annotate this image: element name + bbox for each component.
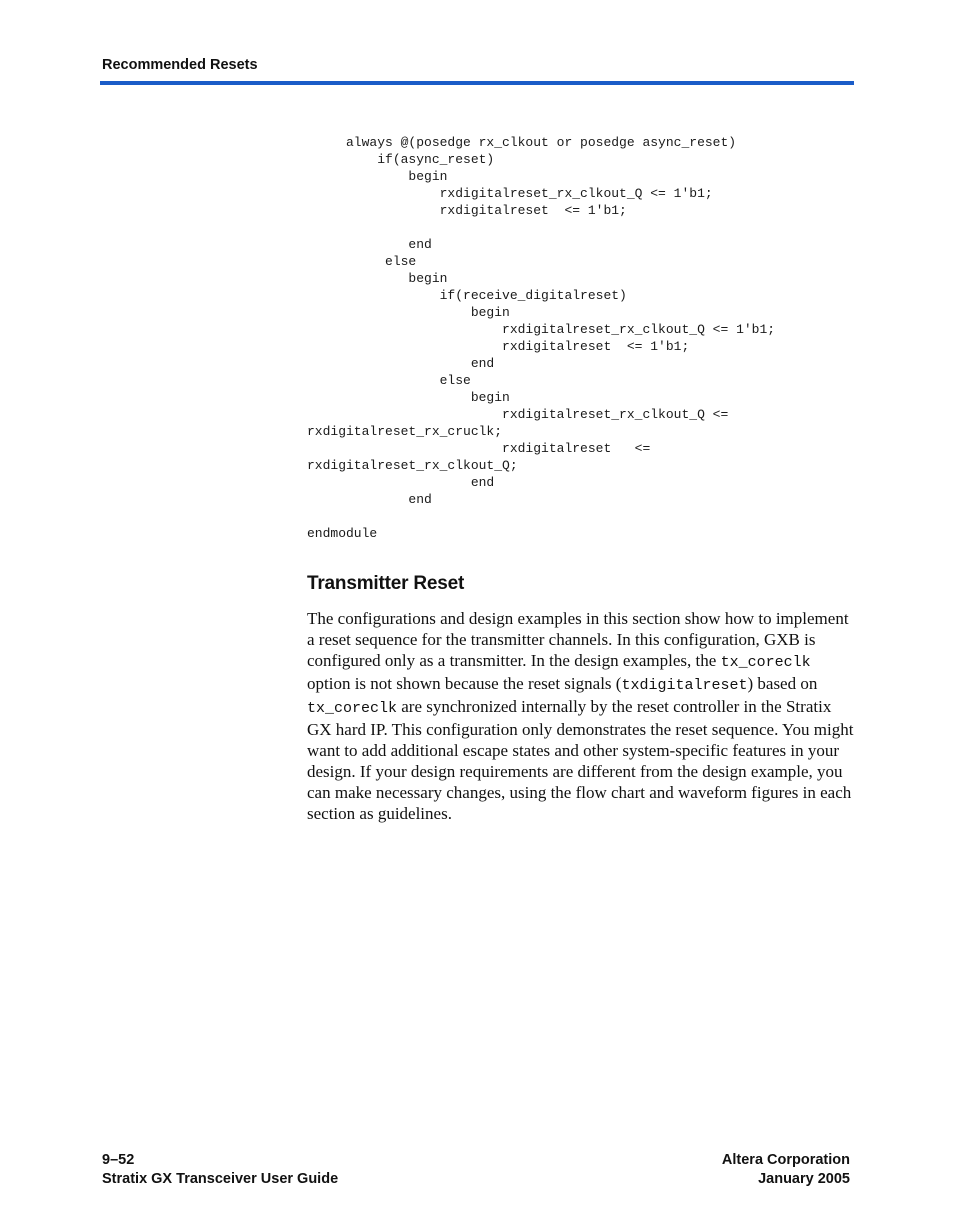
code-line: rxdigitalreset_rx_cruclk;	[307, 424, 503, 439]
para-text-2: option is not shown because the reset signals (	[307, 674, 622, 693]
code-listing	[307, 134, 775, 542]
publication-date: January 2005	[758, 1171, 850, 1187]
code-line: else	[307, 254, 417, 269]
code-line: if(async_reset)	[307, 152, 495, 167]
code-line: end	[307, 356, 495, 371]
code-line: rxdigitalreset_rx_clkout_Q <=	[307, 407, 729, 422]
code-line: else	[307, 373, 471, 388]
footer-left	[102, 1151, 338, 1189]
header-title: Recommended Resets	[102, 57, 258, 73]
footer-right	[722, 1151, 850, 1189]
code-line: always @(posedge rx_clkout or posedge async_reset)	[307, 135, 737, 150]
code-line: rxdigitalreset_rx_clkout_Q <= 1'b1;	[307, 186, 713, 201]
para-code-3: tx_coreclk	[307, 700, 398, 717]
book-title: Stratix GX Transceiver User Guide	[102, 1171, 339, 1187]
code-line: begin	[307, 271, 448, 286]
para-code-2: txdigitalreset	[621, 677, 748, 694]
para-code-1: tx_coreclk	[720, 654, 811, 671]
header-rule	[100, 81, 854, 85]
para-text-1: The configurations and design examples in this section show how to implement a reset sequence for the transmitter channels. In this configuration, GXB is configured only as a transmitter. In the design examples, the	[307, 609, 849, 670]
code-line: end	[307, 492, 432, 507]
code-line: rxdigitalreset <=	[307, 441, 651, 456]
code-line: begin	[307, 169, 448, 184]
code-line: begin	[307, 305, 510, 320]
para-text-3: ) based on	[747, 674, 818, 693]
code-line: rxdigitalreset_rx_clkout_Q <= 1'b1;	[307, 322, 776, 337]
code-line: rxdigitalreset_rx_clkout_Q;	[307, 458, 518, 473]
code-line: endmodule	[307, 526, 378, 541]
section-heading: Transmitter Reset	[307, 573, 465, 594]
company-name: Altera Corporation	[721, 1152, 850, 1168]
code-line: if(receive_digitalreset)	[307, 288, 627, 303]
code-line: begin	[307, 390, 510, 405]
code-line: end	[307, 475, 495, 490]
para-text-4: are synchronized internally by the reset controller in the Stratix GX hard IP. This configuration only demonstrates the reset sequence. You might want to add additional escape states and other system-specific features in your design. If your design requirements are different from the design example, you can make necessary changes, using the flow chart and waveform figures in each section as guidelines.	[307, 697, 854, 823]
code-line: rxdigitalreset <= 1'b1;	[307, 339, 690, 354]
code-line: end	[307, 237, 432, 252]
body-paragraph	[307, 608, 855, 824]
code-line: rxdigitalreset <= 1'b1;	[307, 203, 627, 218]
page-number: 9–52	[102, 1152, 135, 1168]
